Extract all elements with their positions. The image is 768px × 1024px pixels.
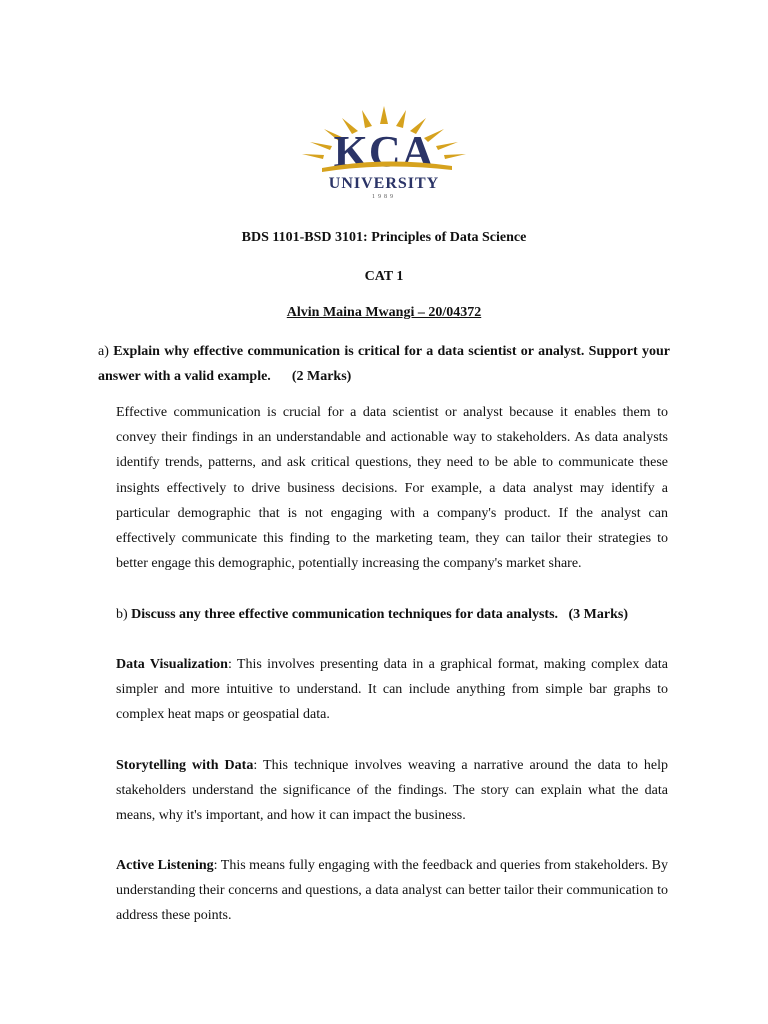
assessment-title: CAT 1 [364,269,404,284]
technique-paragraph [116,753,668,829]
technique-term: Storytelling with Data [116,758,254,773]
question-b-text: Discuss any three effective communication techniques for data analysts. [131,607,559,622]
technique-description: : This means fully engaging with the feedback and queries from stakeholders. By understanding their concerns and questions, a data analyst can better tailor their communication to address these points. [116,858,669,924]
technique-paragraph [116,652,668,728]
technique-description: : This involves presenting data in a graphical format, making complex data simpler and more intuitive to understand. It can include anything from simple bar graphs to complex heat maps or geospatial data. [116,657,669,723]
question-a-marks: (2 Marks) [291,368,352,384]
technique-description: : This technique involves weaving a narrative around the data to help stakeholders understand the significance of the findings. The story can explain what the data means, why it's important, and how it can impact the business. [116,758,668,824]
question-a [98,340,670,389]
answer-a-paragraph: Effective communication is crucial for a data scientist or analyst because it enables them to convey their findings in an understandable and actionable way to stakeholders. As data analysts identify trends, patterns, and ask critical questions, they need to be able to communicate these insights effectively to drive business decisions. For example, a data analyst may identify a particular demographic that is not engaging with a company's product. If the analyst can effectively communicate this finding to the marketing team, they can tailor their strategies to better engage this demographic, potentially increasing the company's market share. [116,405,668,572]
question-a-prefix: a) [98,344,109,359]
question-b-prefix: b) [116,607,128,622]
question-b-marks: (3 Marks) [568,607,629,622]
logo-year: 1989 [372,194,396,200]
logo-subtitle: UNIVERSITY [328,175,440,192]
logo-wordmark: KCA [333,127,435,176]
author-line: Alvin Maina Mwangi – 20/04372 [286,305,482,320]
kca-university-logo-graphic [292,104,476,200]
course-title: BDS 1101-BSD 3101: Principles of Data Science [241,230,527,245]
question-a-text: Explain why effective communication is critical for a data scientist or analyst. Support your answer with a valid example. [98,344,670,384]
question-b [116,603,668,628]
technique-paragraph [116,853,668,929]
university-logo [292,104,476,200]
technique-term: Active Listening [116,858,214,873]
technique-term: Data Visualization [116,657,228,672]
